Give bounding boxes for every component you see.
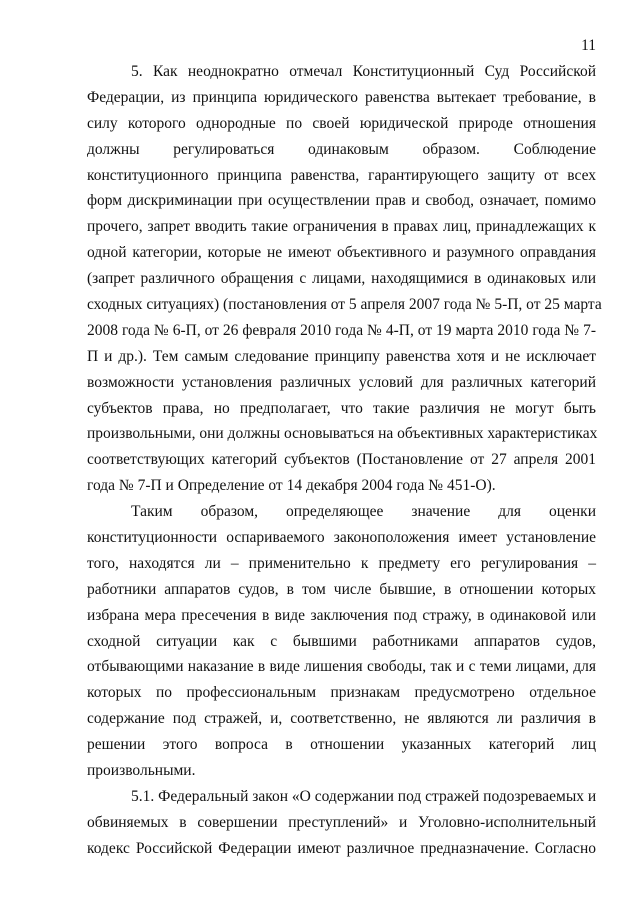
text-line: одной категории, которые не имеют объективного и разумного оправдания — [87, 244, 596, 262]
text-line: субъектов права, но предполагает, что такие различия не могут быть — [87, 399, 596, 417]
text-line: отбывающими наказание в виде лишения свободы, так и с теми лицами, для — [87, 658, 596, 676]
text-line: прочего, запрет вводить такие ограничения в правах лиц, принадлежащих к — [87, 218, 596, 236]
text-line: соответствующих категорий субъектов (Постановление от 27 апреля 2001 — [87, 451, 596, 469]
paragraph-5 — [87, 59, 602, 499]
text-line: (запрет различного обращения с лицами, находящимися в одинаковых или — [87, 270, 596, 288]
text-line: избрана мера пресечения в виде заключения под стражу, в одинаковой или — [87, 606, 596, 624]
text-line: форм дискриминации при осуществлении прав и свобод, означает, помимо — [87, 192, 596, 210]
text-line: должны регулироваться одинаковым образом. Соблюдение — [87, 140, 596, 158]
text-line: обвиняемых в совершении преступлений» и Уголовно-исполнительный — [87, 813, 596, 831]
document-body — [87, 59, 602, 862]
text-line: сходной ситуации как с бывшими работниками аппаратов судов, — [87, 632, 596, 650]
text-line: П и др.). Тем самым следование принципу равенства хотя и не исключает — [87, 347, 596, 365]
text-line: Федерации, из принципа юридического равенства вытекает требование, в — [87, 88, 596, 106]
text-line: Таким образом, определяющее значение для оценки — [131, 503, 596, 521]
text-line: возможности установления различных условий для различных категорий — [87, 373, 596, 391]
text-line: конституционности оспариваемого законоположения имеет установление — [87, 529, 596, 547]
text-line: того, находятся ли – применительно к предмету его регулирования – — [87, 554, 596, 572]
text-line: кодекс Российской Федерации имеют различное предназначение. Согласно — [87, 839, 596, 857]
page-number: 11 — [581, 37, 596, 54]
text-line: 5. Как неоднократно отмечал Конституционный Суд Российской — [131, 63, 596, 80]
text-line: произвольными. — [87, 762, 196, 780]
text-line: сходных ситуациях) (постановления от 5 апреля 2007 года № 5-П, от 25 марта — [87, 296, 602, 314]
text-line: работники аппаратов судов, в том числе бывшие, в отношении которых — [87, 580, 596, 598]
text-line: произвольными, они должны основываться на объективных характеристиках — [87, 425, 598, 443]
text-line: решении этого вопроса в отношении указанных категорий лиц — [87, 736, 596, 754]
text-line: 5.1. Федеральный закон «О содержании под стражей подозреваемых и — [131, 787, 597, 805]
paragraph-5-1 — [87, 784, 596, 862]
text-line: года № 7-П и Определение от 14 декабря 2004 года № 451-О). — [87, 477, 496, 495]
text-line: конституционного принципа равенства, гарантирующего защиту от всех — [87, 166, 596, 184]
text-line: силу которого однородные по своей юридической природе отношения — [87, 114, 596, 132]
paragraph-conclusion — [87, 499, 596, 784]
text-line: которых по профессиональным признакам предусмотрено отдельное — [87, 684, 596, 702]
text-line: содержание под стражей, и, соответственно, не являются ли различия в — [87, 710, 596, 728]
text-line: 2008 года № 6-П, от 26 февраля 2010 года № 4-П, от 19 марта 2010 года № 7- — [87, 321, 596, 339]
